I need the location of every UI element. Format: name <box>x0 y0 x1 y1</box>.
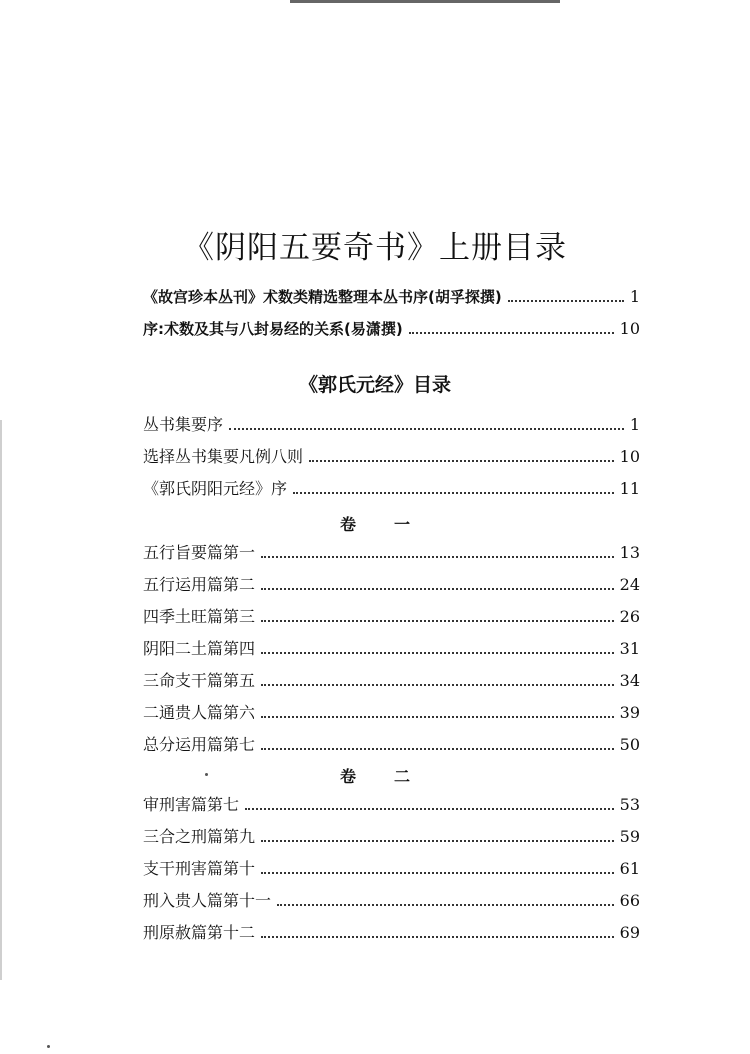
dot-leader <box>229 427 624 430</box>
toc-entry-label: 支干刑害篇第十 <box>143 859 256 878</box>
toc-entry[interactable] <box>143 730 640 756</box>
toc-entry-label: 三合之刑篇第九 <box>143 827 256 846</box>
toc-entry[interactable] <box>143 410 640 436</box>
dot-leader <box>508 299 624 302</box>
toc-entry-page: 1 <box>629 287 640 306</box>
toc-entry[interactable] <box>143 886 640 912</box>
toc-entry-label: 序:术数及其与八封易经的关系(易潇撰) <box>143 320 403 338</box>
toc-entry-label: 五行旨要篇第一 <box>143 543 256 562</box>
dot-leader <box>261 747 614 750</box>
page-title: 《阴阳五要奇书》上册目录 <box>183 230 567 266</box>
volume-heading-2 <box>0 764 750 787</box>
dot-leader <box>245 807 614 810</box>
toc-entry-label: 三命支干篇第五 <box>143 671 256 690</box>
dot-leader <box>261 871 614 874</box>
toc-entry-page: 50 <box>619 735 640 754</box>
toc-entry[interactable] <box>143 918 640 944</box>
toc-entry[interactable] <box>143 602 640 628</box>
toc-entry-page: 31 <box>619 639 640 658</box>
toc-entry-label: 总分运用篇第七 <box>143 735 256 754</box>
toc-entry-page: 10 <box>619 319 640 338</box>
toc-entry-label: 选择丛书集要凡例八则 <box>143 447 304 466</box>
dot-leader <box>261 587 614 590</box>
volume-number: 一 <box>394 515 411 534</box>
toc-entry[interactable] <box>143 442 640 468</box>
toc-entry-page: 26 <box>619 607 640 626</box>
toc-entry-label: 五行运用篇第二 <box>143 575 256 594</box>
volume-label: 卷 <box>339 515 356 534</box>
volume-heading-1 <box>0 512 750 535</box>
toc-entry[interactable] <box>143 634 640 660</box>
dot-leader <box>261 683 614 686</box>
volume-label: 卷 <box>339 767 356 786</box>
toc-entry-label: 二通贵人篇第六 <box>143 703 256 722</box>
volume-number: 二 <box>394 767 411 786</box>
scan-speck <box>47 1045 50 1048</box>
toc-entry-label: 刑原赦篇第十二 <box>143 923 256 942</box>
toc-entry-page: 13 <box>619 543 640 562</box>
toc-entry-label: 《故宫珍本丛刊》术数类精选整理本丛书序(胡孚探撰) <box>143 288 502 306</box>
toc-entry-label: 四季土旺篇第三 <box>143 607 256 626</box>
toc-entry-preface[interactable] <box>143 314 640 340</box>
toc-entry[interactable] <box>143 474 640 500</box>
dot-leader <box>409 331 614 334</box>
toc-entry[interactable] <box>143 666 640 692</box>
dot-leader <box>261 715 614 718</box>
dot-leader <box>277 903 614 906</box>
dot-leader <box>261 839 614 842</box>
toc-entry[interactable] <box>143 698 640 724</box>
dot-leader <box>261 555 614 558</box>
toc-entry[interactable] <box>143 538 640 564</box>
toc-entry-page: 66 <box>619 891 640 910</box>
dot-leader <box>293 491 614 494</box>
toc-entry[interactable] <box>143 822 640 848</box>
dot-leader <box>309 459 614 462</box>
toc-entry-label: 丛书集要序 <box>143 415 224 434</box>
dot-leader <box>261 651 614 654</box>
toc-entry-page: 53 <box>619 795 640 814</box>
dot-leader <box>261 619 614 622</box>
scan-speck <box>205 773 208 776</box>
toc-entry-label: 《郭氏阴阳元经》序 <box>143 479 288 498</box>
toc-entry-page: 59 <box>619 827 640 846</box>
toc-entry-label: 刑入贵人篇第十一 <box>143 891 272 910</box>
toc-entry[interactable] <box>143 570 640 596</box>
toc-entry-page: 61 <box>619 859 640 878</box>
toc-entry-label: 阴阳二土篇第四 <box>143 639 256 658</box>
toc-entry-page: 11 <box>619 479 640 498</box>
toc-entry-page: 34 <box>619 671 640 690</box>
dot-leader <box>261 935 614 938</box>
toc-entry-page: 39 <box>619 703 640 722</box>
toc-entry[interactable] <box>143 790 640 816</box>
top-rule <box>290 0 560 3</box>
toc-entry-page: 1 <box>629 415 640 434</box>
toc-entry-label: 审刑害篇第七 <box>143 795 240 814</box>
toc-entry-page: 69 <box>619 923 640 942</box>
toc-entry-series-preface[interactable] <box>143 282 640 308</box>
toc-entry-page: 24 <box>619 575 640 594</box>
toc-entry[interactable] <box>143 854 640 880</box>
page-edge-shadow <box>0 420 2 980</box>
toc-entry-page: 10 <box>619 447 640 466</box>
section-title: 《郭氏元经》目录 <box>298 374 451 396</box>
